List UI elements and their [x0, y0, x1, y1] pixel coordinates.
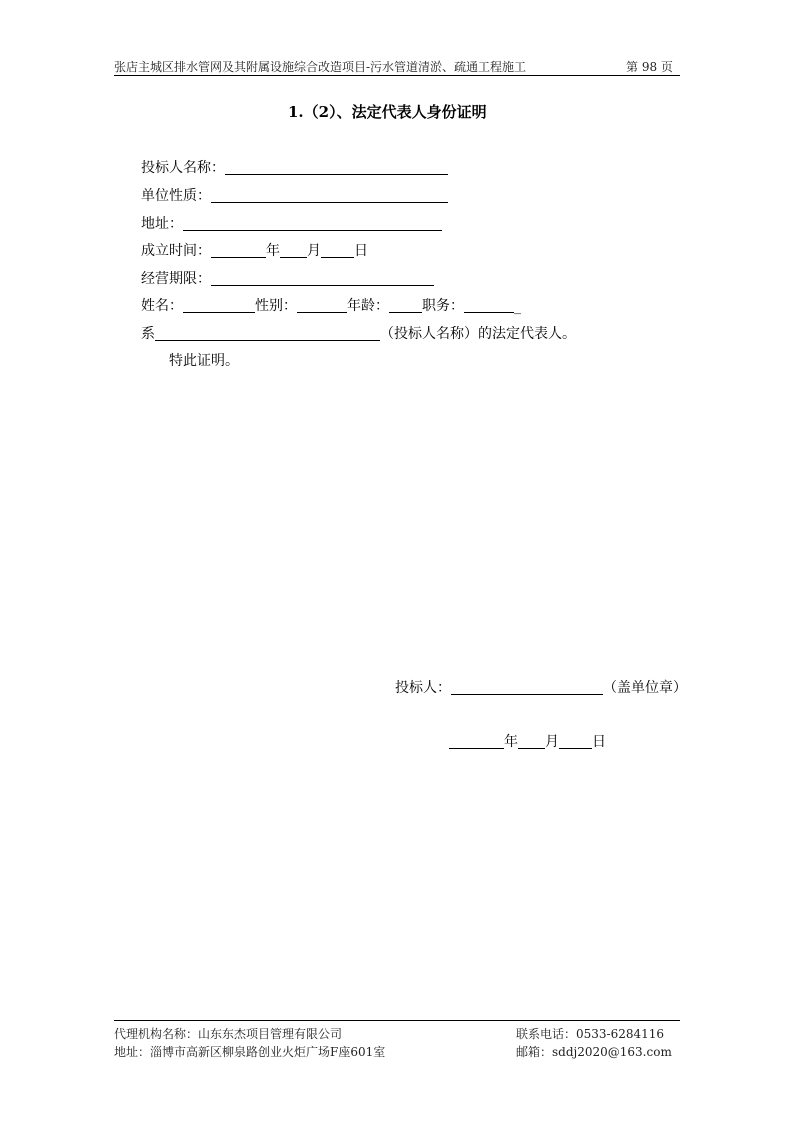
address-row [141, 213, 442, 233]
age-blank[interactable] [389, 297, 422, 313]
established-month-blank[interactable] [280, 242, 307, 258]
signature-date-row [449, 731, 606, 751]
signature-month-unit: 月 [545, 734, 559, 750]
name-blank[interactable] [183, 297, 255, 313]
person-row [141, 295, 521, 315]
signature-seal-note: （盖单位章） [603, 680, 687, 696]
term-label: 经营期限： [141, 271, 211, 287]
established-row [141, 240, 368, 260]
footer-rule [114, 1020, 680, 1021]
bidder-name-label: 投标人名称： [141, 160, 225, 176]
header-page-number: 第 98 页 [626, 60, 673, 74]
relation-prefix: 系 [141, 326, 155, 342]
signature-bidder-label: 投标人： [395, 680, 451, 696]
signature-bidder-blank[interactable] [451, 679, 603, 695]
unit-nature-blank[interactable] [211, 187, 448, 203]
established-year-blank[interactable] [211, 242, 266, 258]
signature-month-blank[interactable] [518, 733, 545, 749]
established-month-unit: 月 [307, 243, 321, 259]
unit-nature-row [141, 185, 448, 205]
established-label: 成立时间： [141, 243, 211, 259]
term-blank[interactable] [211, 270, 434, 286]
name-label: 姓名： [141, 298, 183, 314]
address-label: 地址： [141, 216, 183, 232]
document-title: 1.（2）、法定代表人身份证明 [288, 103, 487, 121]
signature-year-blank[interactable] [449, 733, 504, 749]
gender-label: 性别： [255, 298, 297, 314]
bidder-name-blank[interactable] [225, 159, 448, 175]
bidder-name-row [141, 157, 448, 177]
signature-day-blank[interactable] [559, 733, 592, 749]
footer-phone: 联系电话：0533-6284116 [516, 1027, 665, 1041]
established-day-blank[interactable] [321, 242, 354, 258]
position-blank[interactable] [464, 297, 514, 313]
gender-blank[interactable] [297, 297, 347, 313]
certify-text: 特此证明。 [169, 353, 239, 369]
header-rule [114, 75, 680, 76]
relation-suffix: （投标人名称）的法定代表人。 [380, 326, 576, 342]
term-row [141, 268, 434, 288]
address-blank[interactable] [183, 215, 442, 231]
footer-email: 邮箱：sddj2020@163.com [516, 1045, 672, 1059]
footer-address: 地址：淄博市高新区柳泉路创业火炬广场F座601室 [114, 1045, 386, 1059]
position-label: 职务： [422, 298, 464, 314]
relation-row [141, 323, 576, 343]
age-label: 年龄： [347, 298, 389, 314]
established-year-unit: 年 [266, 243, 280, 259]
footer-agency: 代理机构名称：山东东杰项目管理有限公司 [114, 1027, 343, 1041]
established-day-unit: 日 [354, 243, 368, 259]
position-trailing-underscore: _ [514, 299, 521, 315]
relation-blank[interactable] [155, 325, 380, 341]
header-project-title: 张店主城区排水管网及其附属设施综合改造项目-污水管道清淤、疏通工程施工 [114, 60, 527, 74]
certify-row [169, 350, 239, 370]
unit-nature-label: 单位性质： [141, 188, 211, 204]
signature-bidder-row [395, 677, 687, 697]
signature-day-unit: 日 [592, 734, 606, 750]
signature-year-unit: 年 [504, 734, 518, 750]
